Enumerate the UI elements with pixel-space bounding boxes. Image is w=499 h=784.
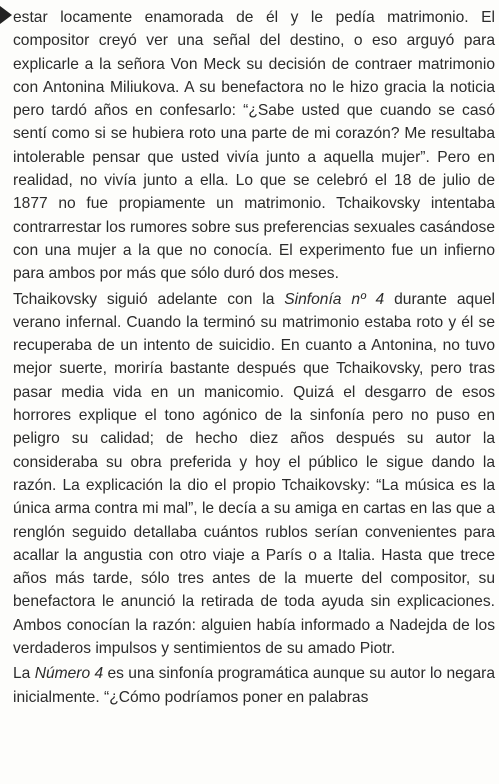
paragraph-3-text-a: La [13,665,35,683]
paragraph-2-text-a: Tchaikovsky siguió adelante con la [13,290,285,308]
paragraph-2-text-b: durante aquel verano infernal. Cuando la terminó su matrimonio estaba roto y él se recuperaba de un intento de suicidio. En cuanto a Antonina, no tuvo mejor suerte, moriría bastante después que Tchaikovsky, pero tras pasar media vida en un manicomio. Quizá el desgarro de esos horrores explique el tono agónico de la sinfonía pero no puso en peligro su calidad; de hecho diez años después su autor la consideraba su obra preferida y hoy el público le sigue dando la razón. La explicación la dio el propio Tchaikovsky: “La música es la única arma contra mi mal”, le decía a su amiga en cartas en las que a renglón seguido detallaba cuántos rublos serían convenientes para acallar la angustia con otro viaje a París o a Italia. Hasta que trece años más tarde, sólo tres antes de la muerte del compositor, su benefactora le anunció la retirada de toda ayuda sin explicaciones. Ambos conocían la razón: alguien había informado a Nadejda de los verdaderos impulsos y sentimientos de su amado Piotr. [13,290,496,658]
symphony-title-italic: Sinfonía nº 4 [284,290,385,308]
numero-4-italic: Número 4 [34,665,104,683]
paragraph-1-text: estar locamente enamorada de él y le pedía matrimonio. El compositor creyó ver una señal del destino, o eso arguyó para explicarle a la señora Von Meck su decisión de contraer matrimonio con Antonina Miliukova. A su benefactora no le hizo gracia la noticia pero tardó años en confesarlo: “¿Sabe usted que cuando se casó sentí como si se hubiera roto una parte de mi corazón? Me resultaba intolerable pensar que usted vivía junto a aquella mujer”. Pero en realidad, no vivía junto a ella. Lo que se celebró el 18 de julio de 1877 no fue propiamente un matrimonio. Tchaikovsky intentaba contrarrestar los rumores sobre sus preferencias sexuales casándose con una mujer a la que no conocía. El experimento fue un infierno para ambos por más que sólo duró dos meses. [13,9,495,283]
arrow-right-icon [0,6,12,24]
paragraph-3-text-b: es una sinfonía programática aunque su autor lo negara inicialmente. “¿Cómo podríamos poner en palabras [13,665,495,706]
body-text [13,6,495,709]
paragraph-2 [13,288,495,661]
paragraph-3 [13,662,495,709]
paragraph-1 [13,6,495,286]
